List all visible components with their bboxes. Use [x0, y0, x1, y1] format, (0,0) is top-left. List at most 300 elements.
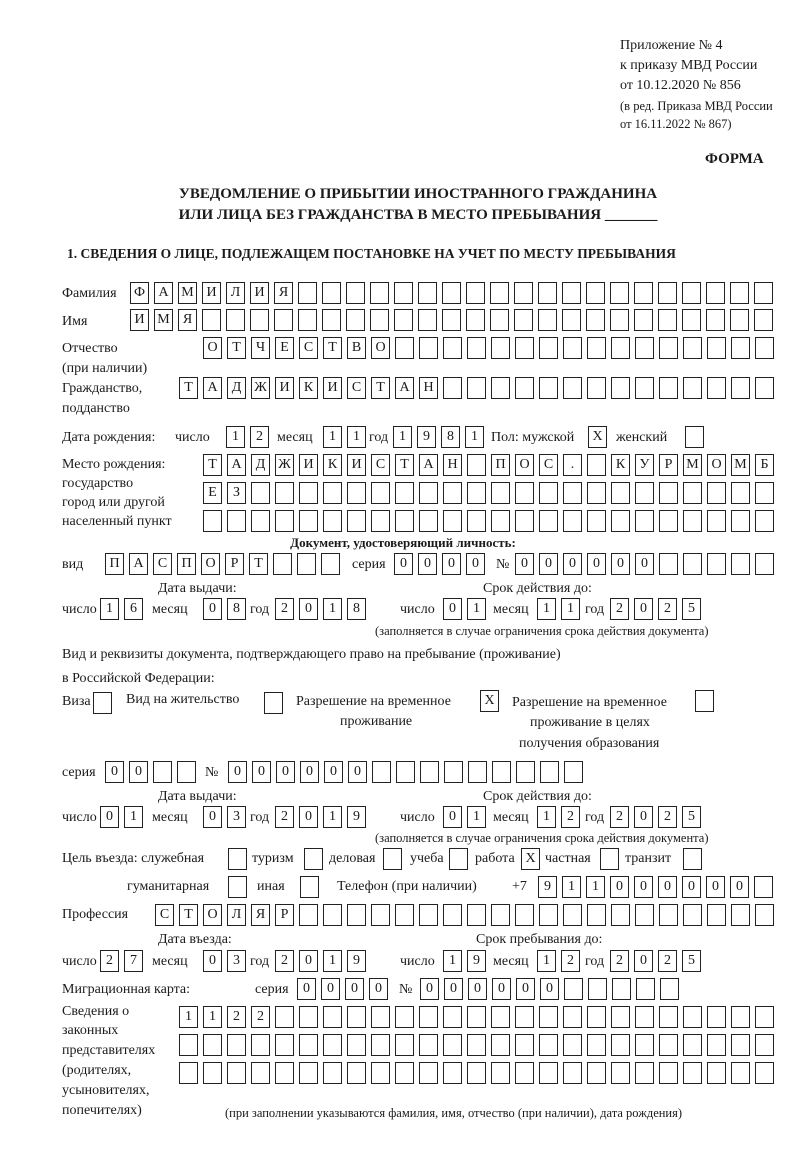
char-cell[interactable] [562, 282, 581, 304]
char-cell[interactable] [610, 282, 629, 304]
char-cell[interactable] [754, 282, 773, 304]
char-cell[interactable] [153, 761, 172, 783]
char-cell[interactable] [683, 1062, 702, 1084]
char-cell[interactable]: А [419, 454, 438, 476]
stay-day-field[interactable] [443, 950, 486, 972]
char-cell[interactable] [449, 848, 468, 870]
char-cell[interactable] [755, 1034, 774, 1056]
char-cell[interactable] [395, 1034, 414, 1056]
char-cell[interactable] [466, 309, 485, 331]
char-cell[interactable] [587, 1062, 606, 1084]
char-cell[interactable]: Р [659, 454, 678, 476]
char-cell[interactable] [394, 282, 413, 304]
char-cell[interactable] [275, 482, 294, 504]
char-cell[interactable] [707, 1062, 726, 1084]
id-doc-type-field[interactable] [105, 553, 340, 575]
char-cell[interactable]: 2 [658, 598, 677, 620]
char-cell[interactable] [383, 848, 402, 870]
birthplace-line3[interactable] [203, 510, 774, 532]
char-cell[interactable] [347, 1062, 366, 1084]
char-cell[interactable]: К [299, 377, 318, 399]
char-cell[interactable] [370, 309, 389, 331]
representatives-line2[interactable] [179, 1034, 774, 1056]
permit-series-field[interactable] [105, 761, 196, 783]
char-cell[interactable]: 0 [634, 806, 653, 828]
temp-permit-checkbox[interactable] [480, 690, 499, 712]
char-cell[interactable] [611, 904, 630, 926]
permit-expiry-day-field[interactable] [443, 806, 486, 828]
char-cell[interactable] [538, 309, 557, 331]
char-cell[interactable] [395, 1062, 414, 1084]
char-cell[interactable] [635, 1062, 654, 1084]
char-cell[interactable] [442, 309, 461, 331]
char-cell[interactable] [347, 1006, 366, 1028]
char-cell[interactable]: 0 [443, 598, 462, 620]
char-cell[interactable] [419, 337, 438, 359]
char-cell[interactable] [515, 1006, 534, 1028]
permit-issue-year-field[interactable] [275, 806, 366, 828]
char-cell[interactable] [731, 904, 750, 926]
char-cell[interactable]: 2 [250, 426, 269, 448]
char-cell[interactable]: С [347, 377, 366, 399]
char-cell[interactable]: 0 [299, 950, 318, 972]
char-cell[interactable]: 0 [539, 553, 558, 575]
char-cell[interactable]: 0 [252, 761, 271, 783]
char-cell[interactable]: Т [203, 454, 222, 476]
char-cell[interactable] [659, 337, 678, 359]
char-cell[interactable] [562, 309, 581, 331]
char-cell[interactable] [683, 510, 702, 532]
char-cell[interactable]: П [177, 553, 196, 575]
purpose-humanitarian-checkbox[interactable] [228, 876, 247, 898]
char-cell[interactable]: 1 [537, 598, 556, 620]
char-cell[interactable]: Н [443, 454, 462, 476]
char-cell[interactable] [611, 337, 630, 359]
char-cell[interactable]: З [227, 482, 246, 504]
char-cell[interactable] [731, 337, 750, 359]
char-cell[interactable] [418, 309, 437, 331]
char-cell[interactable] [706, 309, 725, 331]
char-cell[interactable]: Я [274, 282, 293, 304]
char-cell[interactable]: 0 [297, 978, 316, 1000]
char-cell[interactable]: А [203, 377, 222, 399]
char-cell[interactable] [299, 1062, 318, 1084]
char-cell[interactable] [297, 553, 316, 575]
char-cell[interactable] [707, 553, 726, 575]
char-cell[interactable] [658, 282, 677, 304]
char-cell[interactable] [610, 309, 629, 331]
char-cell[interactable]: А [227, 454, 246, 476]
char-cell[interactable]: 0 [420, 978, 439, 1000]
char-cell[interactable]: Т [249, 553, 268, 575]
char-cell[interactable] [490, 282, 509, 304]
char-cell[interactable] [707, 510, 726, 532]
char-cell[interactable] [467, 1062, 486, 1084]
char-cell[interactable] [588, 978, 607, 1000]
migration-number-field[interactable] [420, 978, 679, 1000]
char-cell[interactable] [515, 1034, 534, 1056]
char-cell[interactable] [563, 337, 582, 359]
char-cell[interactable] [299, 482, 318, 504]
char-cell[interactable]: О [203, 337, 222, 359]
phone-field[interactable] [538, 876, 773, 898]
char-cell[interactable]: 0 [634, 598, 653, 620]
char-cell[interactable]: 2 [561, 806, 580, 828]
char-cell[interactable] [491, 377, 510, 399]
sex-female-checkbox[interactable] [685, 426, 704, 448]
char-cell[interactable]: 0 [394, 553, 413, 575]
char-cell[interactable] [251, 1062, 270, 1084]
char-cell[interactable]: 0 [203, 950, 222, 972]
char-cell[interactable]: Л [226, 282, 245, 304]
birthplace-line2[interactable] [203, 482, 774, 504]
char-cell[interactable] [563, 377, 582, 399]
id-issue-day-field[interactable] [100, 598, 143, 620]
char-cell[interactable] [443, 482, 462, 504]
char-cell[interactable]: 1 [561, 598, 580, 620]
char-cell[interactable]: 9 [417, 426, 436, 448]
char-cell[interactable] [516, 761, 535, 783]
char-cell[interactable]: 0 [324, 761, 343, 783]
char-cell[interactable] [323, 1034, 342, 1056]
char-cell[interactable] [754, 309, 773, 331]
char-cell[interactable] [298, 309, 317, 331]
permit-issue-month-field[interactable] [203, 806, 246, 828]
char-cell[interactable] [442, 282, 461, 304]
char-cell[interactable] [586, 309, 605, 331]
char-cell[interactable]: И [299, 454, 318, 476]
citizenship-field[interactable] [179, 377, 774, 399]
char-cell[interactable] [371, 904, 390, 926]
char-cell[interactable] [443, 1006, 462, 1028]
char-cell[interactable] [467, 337, 486, 359]
birth-month-field[interactable] [323, 426, 366, 448]
id-doc-number-field[interactable] [515, 553, 774, 575]
char-cell[interactable] [274, 309, 293, 331]
char-cell[interactable] [539, 337, 558, 359]
char-cell[interactable]: 1 [467, 806, 486, 828]
char-cell[interactable]: Т [179, 904, 198, 926]
char-cell[interactable] [251, 482, 270, 504]
char-cell[interactable] [730, 309, 749, 331]
patronymic-field[interactable] [203, 337, 774, 359]
char-cell[interactable] [563, 1034, 582, 1056]
char-cell[interactable]: 0 [444, 978, 463, 1000]
char-cell[interactable] [659, 1034, 678, 1056]
char-cell[interactable]: Ж [251, 377, 270, 399]
char-cell[interactable]: И [323, 377, 342, 399]
char-cell[interactable] [586, 282, 605, 304]
char-cell[interactable]: 0 [369, 978, 388, 1000]
char-cell[interactable]: 0 [515, 553, 534, 575]
char-cell[interactable] [93, 692, 112, 714]
char-cell[interactable] [468, 761, 487, 783]
char-cell[interactable]: 0 [228, 761, 247, 783]
char-cell[interactable]: 0 [348, 761, 367, 783]
char-cell[interactable] [443, 1062, 462, 1084]
char-cell[interactable] [347, 482, 366, 504]
char-cell[interactable]: С [539, 454, 558, 476]
stay-year-field[interactable] [610, 950, 701, 972]
char-cell[interactable]: А [129, 553, 148, 575]
char-cell[interactable]: 1 [467, 598, 486, 620]
migration-series-field[interactable] [297, 978, 388, 1000]
char-cell[interactable] [467, 482, 486, 504]
char-cell[interactable] [634, 282, 653, 304]
char-cell[interactable] [250, 309, 269, 331]
char-cell[interactable]: Я [251, 904, 270, 926]
char-cell[interactable]: 0 [345, 978, 364, 1000]
char-cell[interactable] [660, 978, 679, 1000]
char-cell[interactable]: 9 [347, 806, 366, 828]
char-cell[interactable]: 9 [467, 950, 486, 972]
char-cell[interactable] [587, 510, 606, 532]
char-cell[interactable] [755, 1006, 774, 1028]
char-cell[interactable] [177, 761, 196, 783]
char-cell[interactable] [563, 904, 582, 926]
id-issue-year-field[interactable] [275, 598, 366, 620]
char-cell[interactable] [563, 1006, 582, 1028]
char-cell[interactable] [371, 482, 390, 504]
char-cell[interactable] [659, 1006, 678, 1028]
char-cell[interactable] [611, 510, 630, 532]
char-cell[interactable] [612, 978, 631, 1000]
char-cell[interactable]: 7 [124, 950, 143, 972]
char-cell[interactable] [275, 1006, 294, 1028]
char-cell[interactable] [682, 309, 701, 331]
char-cell[interactable] [491, 1062, 510, 1084]
char-cell[interactable]: Е [275, 337, 294, 359]
char-cell[interactable] [347, 1034, 366, 1056]
char-cell[interactable] [394, 309, 413, 331]
char-cell[interactable]: 9 [538, 876, 557, 898]
char-cell[interactable] [491, 1034, 510, 1056]
char-cell[interactable]: П [105, 553, 124, 575]
char-cell[interactable]: Я [178, 309, 197, 331]
char-cell[interactable] [322, 282, 341, 304]
char-cell[interactable]: 1 [323, 598, 342, 620]
char-cell[interactable]: 0 [634, 876, 653, 898]
char-cell[interactable] [467, 1034, 486, 1056]
char-cell[interactable]: У [635, 454, 654, 476]
permit-expiry-month-field[interactable] [537, 806, 580, 828]
char-cell[interactable] [323, 510, 342, 532]
char-cell[interactable]: 0 [516, 978, 535, 1000]
char-cell[interactable] [683, 1034, 702, 1056]
char-cell[interactable]: П [491, 454, 510, 476]
char-cell[interactable] [539, 510, 558, 532]
char-cell[interactable] [491, 904, 510, 926]
char-cell[interactable] [420, 761, 439, 783]
char-cell[interactable] [683, 377, 702, 399]
char-cell[interactable] [515, 1062, 534, 1084]
char-cell[interactable] [443, 377, 462, 399]
char-cell[interactable] [466, 282, 485, 304]
char-cell[interactable] [395, 482, 414, 504]
char-cell[interactable] [395, 1006, 414, 1028]
char-cell[interactable]: Т [395, 454, 414, 476]
char-cell[interactable] [611, 1034, 630, 1056]
char-cell[interactable]: Н [419, 377, 438, 399]
char-cell[interactable]: 6 [124, 598, 143, 620]
char-cell[interactable] [346, 282, 365, 304]
char-cell[interactable]: Р [225, 553, 244, 575]
char-cell[interactable] [600, 848, 619, 870]
char-cell[interactable]: 5 [682, 598, 701, 620]
char-cell[interactable] [538, 282, 557, 304]
char-cell[interactable]: 8 [227, 598, 246, 620]
char-cell[interactable] [539, 377, 558, 399]
char-cell[interactable] [298, 282, 317, 304]
char-cell[interactable] [539, 904, 558, 926]
char-cell[interactable]: Л [227, 904, 246, 926]
char-cell[interactable] [275, 510, 294, 532]
char-cell[interactable]: 0 [100, 806, 119, 828]
char-cell[interactable] [347, 510, 366, 532]
char-cell[interactable] [227, 1034, 246, 1056]
char-cell[interactable]: 0 [203, 598, 222, 620]
char-cell[interactable]: 3 [227, 950, 246, 972]
char-cell[interactable]: 0 [492, 978, 511, 1000]
char-cell[interactable] [587, 454, 606, 476]
char-cell[interactable] [515, 337, 534, 359]
char-cell[interactable] [323, 1062, 342, 1084]
purpose-official-checkbox[interactable] [228, 848, 247, 870]
sex-male-checkbox[interactable] [588, 426, 607, 448]
char-cell[interactable] [683, 904, 702, 926]
char-cell[interactable] [587, 337, 606, 359]
char-cell[interactable] [635, 337, 654, 359]
char-cell[interactable]: 1 [586, 876, 605, 898]
residence-checkbox[interactable] [264, 692, 283, 714]
edu-permit-checkbox[interactable] [695, 690, 714, 712]
char-cell[interactable] [636, 978, 655, 1000]
char-cell[interactable]: О [371, 337, 390, 359]
char-cell[interactable]: Б [755, 454, 774, 476]
id-expiry-month-field[interactable] [537, 598, 580, 620]
char-cell[interactable] [443, 1034, 462, 1056]
char-cell[interactable] [443, 510, 462, 532]
char-cell[interactable] [659, 377, 678, 399]
char-cell[interactable] [707, 1006, 726, 1028]
char-cell[interactable] [467, 377, 486, 399]
char-cell[interactable] [683, 1006, 702, 1028]
char-cell[interactable] [275, 1034, 294, 1056]
char-cell[interactable] [395, 337, 414, 359]
char-cell[interactable] [683, 337, 702, 359]
char-cell[interactable] [635, 510, 654, 532]
char-cell[interactable]: 0 [682, 876, 701, 898]
char-cell[interactable] [635, 904, 654, 926]
char-cell[interactable]: А [154, 282, 173, 304]
char-cell[interactable] [754, 876, 773, 898]
char-cell[interactable] [515, 482, 534, 504]
char-cell[interactable] [755, 377, 774, 399]
char-cell[interactable] [396, 761, 415, 783]
char-cell[interactable] [226, 309, 245, 331]
char-cell[interactable]: 0 [418, 553, 437, 575]
char-cell[interactable] [371, 1006, 390, 1028]
char-cell[interactable] [491, 482, 510, 504]
char-cell[interactable] [539, 1034, 558, 1056]
char-cell[interactable]: 0 [730, 876, 749, 898]
char-cell[interactable] [228, 876, 247, 898]
char-cell[interactable]: 5 [682, 806, 701, 828]
char-cell[interactable] [755, 510, 774, 532]
char-cell[interactable] [419, 510, 438, 532]
char-cell[interactable]: 1 [124, 806, 143, 828]
char-cell[interactable]: 0 [587, 553, 606, 575]
char-cell[interactable] [587, 482, 606, 504]
char-cell[interactable]: 0 [563, 553, 582, 575]
char-cell[interactable] [587, 1006, 606, 1028]
char-cell[interactable] [346, 309, 365, 331]
id-issue-month-field[interactable] [203, 598, 246, 620]
char-cell[interactable]: 2 [227, 1006, 246, 1028]
char-cell[interactable] [755, 337, 774, 359]
char-cell[interactable]: М [178, 282, 197, 304]
char-cell[interactable]: М [731, 454, 750, 476]
char-cell[interactable]: Р [275, 904, 294, 926]
char-cell[interactable] [731, 1034, 750, 1056]
char-cell[interactable] [371, 1034, 390, 1056]
char-cell[interactable] [635, 1034, 654, 1056]
char-cell[interactable]: 0 [468, 978, 487, 1000]
char-cell[interactable]: 0 [634, 950, 653, 972]
char-cell[interactable]: 2 [275, 806, 294, 828]
char-cell[interactable] [299, 1034, 318, 1056]
char-cell[interactable] [683, 553, 702, 575]
id-expiry-year-field[interactable] [610, 598, 701, 620]
char-cell[interactable] [706, 282, 725, 304]
char-cell[interactable] [635, 1006, 654, 1028]
birthplace-line1[interactable] [203, 454, 774, 476]
char-cell[interactable]: 0 [706, 876, 725, 898]
char-cell[interactable] [395, 510, 414, 532]
char-cell[interactable] [563, 1062, 582, 1084]
char-cell[interactable]: И [250, 282, 269, 304]
surname-field[interactable] [130, 282, 773, 304]
char-cell[interactable] [467, 454, 486, 476]
representatives-line3[interactable] [179, 1062, 774, 1084]
char-cell[interactable] [587, 1034, 606, 1056]
char-cell[interactable]: 3 [227, 806, 246, 828]
char-cell[interactable] [443, 337, 462, 359]
char-cell[interactable] [227, 1062, 246, 1084]
char-cell[interactable]: Ч [251, 337, 270, 359]
representatives-line1[interactable] [179, 1006, 774, 1028]
char-cell[interactable]: В [347, 337, 366, 359]
char-cell[interactable] [731, 553, 750, 575]
char-cell[interactable]: Ф [130, 282, 149, 304]
char-cell[interactable]: 2 [275, 950, 294, 972]
char-cell[interactable] [564, 761, 583, 783]
char-cell[interactable] [323, 1006, 342, 1028]
char-cell[interactable] [695, 690, 714, 712]
char-cell[interactable]: С [299, 337, 318, 359]
char-cell[interactable]: 8 [347, 598, 366, 620]
char-cell[interactable] [395, 904, 414, 926]
char-cell[interactable] [304, 848, 323, 870]
char-cell[interactable] [539, 482, 558, 504]
visa-checkbox[interactable] [93, 692, 112, 714]
char-cell[interactable] [492, 761, 511, 783]
char-cell[interactable]: 2 [610, 806, 629, 828]
char-cell[interactable] [731, 510, 750, 532]
char-cell[interactable]: 0 [300, 761, 319, 783]
char-cell[interactable]: А [395, 377, 414, 399]
char-cell[interactable] [683, 848, 702, 870]
